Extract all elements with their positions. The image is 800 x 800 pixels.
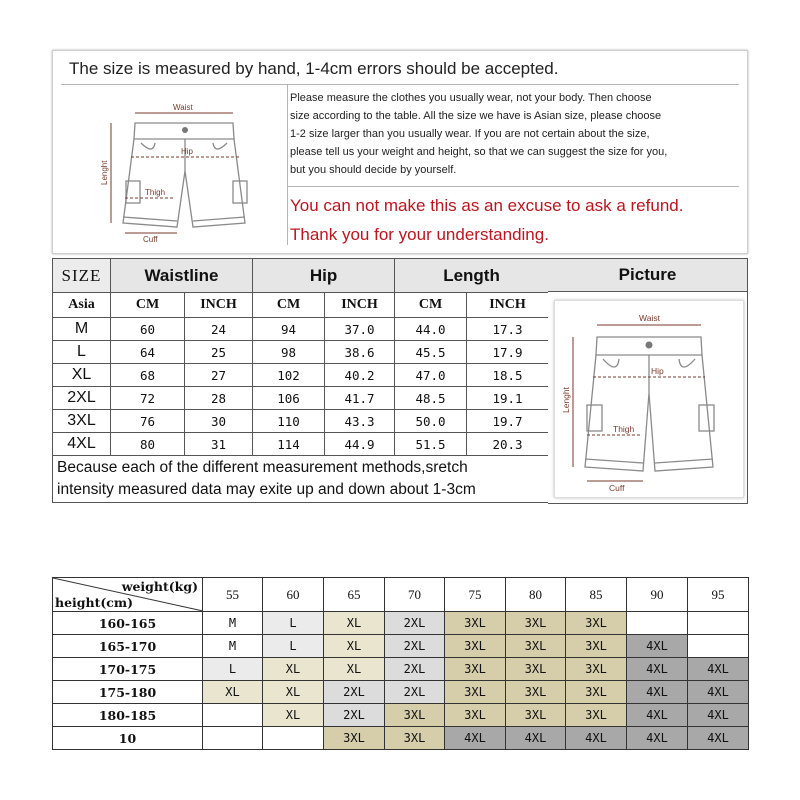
height-cell: 10 <box>53 727 203 750</box>
divider <box>287 186 739 187</box>
weight-cell: 95 <box>688 578 749 612</box>
cuff-label: Cuff <box>609 483 625 493</box>
picture-header: Picture <box>548 258 748 292</box>
size-suggestion-cell: 3XL <box>506 704 566 727</box>
size-cell: M <box>53 318 111 341</box>
weight-cell: 65 <box>324 578 385 612</box>
note-line: Please measure the clothes you usually wear, not your body. Then choose <box>290 92 652 104</box>
table-row <box>53 364 549 387</box>
size-cell: 3XL <box>53 410 111 433</box>
size-suggestion-cell: 4XL <box>688 658 749 681</box>
table-cell: 80 <box>111 433 185 456</box>
size-suggestion-cell: 3XL <box>566 681 627 704</box>
subheader-cell: INCH <box>185 293 253 318</box>
corner-cell <box>53 578 203 612</box>
size-suggestion-cell: 2XL <box>324 704 385 727</box>
size-table <box>52 258 549 503</box>
weight-cell: 80 <box>506 578 566 612</box>
table-row <box>53 681 749 704</box>
table-cell: 68 <box>111 364 185 387</box>
table-row <box>53 410 549 433</box>
size-suggestion-cell: L <box>203 658 263 681</box>
size-suggestion-cell: XL <box>324 658 385 681</box>
table-cell: 17.9 <box>467 341 549 364</box>
table-cell: 28 <box>185 387 253 410</box>
size-suggestion-cell: M <box>203 612 263 635</box>
size-suggestion-cell: 3XL <box>324 727 385 750</box>
weight-cell: 60 <box>263 578 324 612</box>
table-cell: 24 <box>185 318 253 341</box>
table-cell: 76 <box>111 410 185 433</box>
size-cell: L <box>53 341 111 364</box>
table-cell: 51.5 <box>395 433 467 456</box>
length-header: Length <box>395 259 549 293</box>
size-suggestion-cell: 2XL <box>385 681 445 704</box>
weight-height-table <box>52 577 749 750</box>
size-suggestion-cell: XL <box>263 658 324 681</box>
waist-label: Waist <box>173 103 193 112</box>
size-suggestion-cell: L <box>263 612 324 635</box>
table-cell: 31 <box>185 433 253 456</box>
size-suggestion-cell: 3XL <box>566 635 627 658</box>
size-suggestion-cell <box>203 704 263 727</box>
size-suggestion-cell: 4XL <box>688 704 749 727</box>
table-cell: 98 <box>253 341 325 364</box>
size-suggestion-cell: 4XL <box>688 681 749 704</box>
cuff-label: Cuff <box>143 235 158 244</box>
table-cell: 94 <box>253 318 325 341</box>
size-suggestion-cell: 4XL <box>627 635 688 658</box>
warning-line: You can not make this as an excuse to ask a refund. <box>290 196 684 215</box>
size-suggestion-cell <box>627 612 688 635</box>
size-suggestion-cell <box>688 612 749 635</box>
subheader-cell: CM <box>253 293 325 318</box>
thigh-label: Thigh <box>145 188 166 197</box>
refund-warning <box>290 191 683 249</box>
note-line: intensity measured data may exite up and down about 1-3cm <box>57 481 476 498</box>
weight-cell: 70 <box>385 578 445 612</box>
hip-header: Hip <box>253 259 395 293</box>
size-suggestion-cell: 4XL <box>566 727 627 750</box>
size-suggestion-cell: 3XL <box>566 612 627 635</box>
table-cell: 60 <box>111 318 185 341</box>
table-row <box>53 433 549 456</box>
size-suggestion-cell: 4XL <box>627 727 688 750</box>
height-cell: 170-175 <box>53 658 203 681</box>
table-cell: 41.7 <box>325 387 395 410</box>
table-cell: 37.0 <box>325 318 395 341</box>
subheader-cell: Asia <box>53 293 111 318</box>
size-suggestion-cell: 4XL <box>627 681 688 704</box>
size-suggestion-cell: XL <box>203 681 263 704</box>
height-cell: 165-170 <box>53 635 203 658</box>
height-cell: 175-180 <box>53 681 203 704</box>
size-suggestion-cell: XL <box>324 635 385 658</box>
table-cell: 45.5 <box>395 341 467 364</box>
hip-label: Hip <box>181 147 194 156</box>
size-suggestion-cell: 3XL <box>445 658 506 681</box>
waistline-header: Waistline <box>111 259 253 293</box>
size-suggestion-cell: 4XL <box>445 727 506 750</box>
table-row <box>53 318 549 341</box>
length-label: Lenght <box>100 160 109 185</box>
table-row <box>53 612 749 635</box>
weight-cell: 55 <box>203 578 263 612</box>
size-suggestion-cell: 3XL <box>506 658 566 681</box>
size-suggestion-cell: 4XL <box>627 658 688 681</box>
shorts-diagram-icon <box>93 93 283 245</box>
size-suggestion-cell: 3XL <box>506 612 566 635</box>
size-suggestion-cell: XL <box>263 681 324 704</box>
size-suggestion-cell: 4XL <box>506 727 566 750</box>
thigh-label: Thigh <box>613 424 635 434</box>
table-row <box>53 727 749 750</box>
hip-label: Hip <box>651 366 664 376</box>
subheader-cell: CM <box>395 293 467 318</box>
length-label: Lenght <box>561 387 571 413</box>
size-suggestion-cell: 2XL <box>385 658 445 681</box>
table-cell: 50.0 <box>395 410 467 433</box>
picture-cell <box>548 292 748 504</box>
table-cell: 19.7 <box>467 410 549 433</box>
size-suggestion-cell: M <box>203 635 263 658</box>
subheader-cell: INCH <box>467 293 549 318</box>
size-suggestion-cell: 3XL <box>385 704 445 727</box>
size-suggestion-cell <box>688 635 749 658</box>
divider <box>61 84 739 85</box>
table-cell: 110 <box>253 410 325 433</box>
size-suggestion-cell: 2XL <box>324 681 385 704</box>
size-cell: 4XL <box>53 433 111 456</box>
table-cell: 106 <box>253 387 325 410</box>
size-suggestion-cell: 3XL <box>506 635 566 658</box>
table-row <box>53 658 749 681</box>
table-row <box>53 704 749 727</box>
height-cell: 160-165 <box>53 612 203 635</box>
measurement-note <box>53 456 549 503</box>
size-suggestion-cell: 2XL <box>385 635 445 658</box>
table-cell: 48.5 <box>395 387 467 410</box>
table-cell: 44.9 <box>325 433 395 456</box>
note-line: but you should decide by yourself. <box>290 164 457 176</box>
weight-cell: 90 <box>627 578 688 612</box>
size-table-header <box>53 259 549 293</box>
subheader-cell: CM <box>111 293 185 318</box>
note-line: Because each of the different measurement methods,sretch <box>57 459 468 476</box>
size-suggestion-cell: 3XL <box>445 681 506 704</box>
info-title: The size is measured by hand, 1-4cm errors should be accepted. <box>69 59 559 78</box>
shorts-diagram-icon <box>554 300 744 498</box>
divider <box>287 85 288 245</box>
size-suggestion-cell: XL <box>324 612 385 635</box>
size-suggestion-cell: 2XL <box>385 612 445 635</box>
waist-label: Waist <box>639 313 660 323</box>
table-cell: 19.1 <box>467 387 549 410</box>
size-chart <box>52 258 748 504</box>
size-suggestion-cell <box>203 727 263 750</box>
table-row <box>53 341 549 364</box>
size-suggestion-cell: 3XL <box>445 704 506 727</box>
table-cell: 18.5 <box>467 364 549 387</box>
size-suggestion-cell: 4XL <box>627 704 688 727</box>
weight-header-row <box>53 578 749 612</box>
table-cell: 20.3 <box>467 433 549 456</box>
note-line: size according to the table. All the size we have is Asian size, please choose <box>290 110 662 122</box>
table-cell: 27 <box>185 364 253 387</box>
table-cell: 43.3 <box>325 410 395 433</box>
weight-cell: 75 <box>445 578 506 612</box>
size-suggestion-cell: 3XL <box>566 704 627 727</box>
table-cell: 72 <box>111 387 185 410</box>
table-cell: 40.2 <box>325 364 395 387</box>
table-cell: 30 <box>185 410 253 433</box>
size-suggestion-cell: XL <box>263 704 324 727</box>
size-advice-text <box>290 89 740 179</box>
size-cell: XL <box>53 364 111 387</box>
table-cell: 17.3 <box>467 318 549 341</box>
size-cell: 2XL <box>53 387 111 410</box>
size-table-subheader <box>53 293 549 318</box>
table-cell: 114 <box>253 433 325 456</box>
size-suggestion-cell: 3XL <box>566 658 627 681</box>
table-cell: 102 <box>253 364 325 387</box>
size-suggestion-cell <box>263 727 324 750</box>
size-suggestion-cell: 3XL <box>445 635 506 658</box>
height-cell: 180-185 <box>53 704 203 727</box>
warning-line: Thank you for your understanding. <box>290 225 549 244</box>
size-suggestion-cell: 3XL <box>445 612 506 635</box>
size-suggestion-cell: L <box>263 635 324 658</box>
size-suggestion-cell: 4XL <box>688 727 749 750</box>
table-cell: 38.6 <box>325 341 395 364</box>
note-line: please tell us your weight and height, so that we can suggest the size for you, <box>290 146 668 158</box>
table-cell: 47.0 <box>395 364 467 387</box>
table-cell: 44.0 <box>395 318 467 341</box>
size-suggestion-cell: 3XL <box>506 681 566 704</box>
size-suggestion-cell: 3XL <box>385 727 445 750</box>
height-axis-label: height(cm) <box>55 595 134 610</box>
note-line: 1-2 size larger than you usually wear. If you are not certain about the size, <box>290 128 650 140</box>
weight-axis-label: weight(kg) <box>121 579 198 594</box>
table-cell: 64 <box>111 341 185 364</box>
table-row <box>53 387 549 410</box>
measurement-note-row <box>53 456 549 503</box>
weight-cell: 85 <box>566 578 627 612</box>
table-cell: 25 <box>185 341 253 364</box>
subheader-cell: INCH <box>325 293 395 318</box>
table-row <box>53 635 749 658</box>
size-header: SIZE <box>53 259 111 293</box>
size-info-box <box>52 50 748 254</box>
